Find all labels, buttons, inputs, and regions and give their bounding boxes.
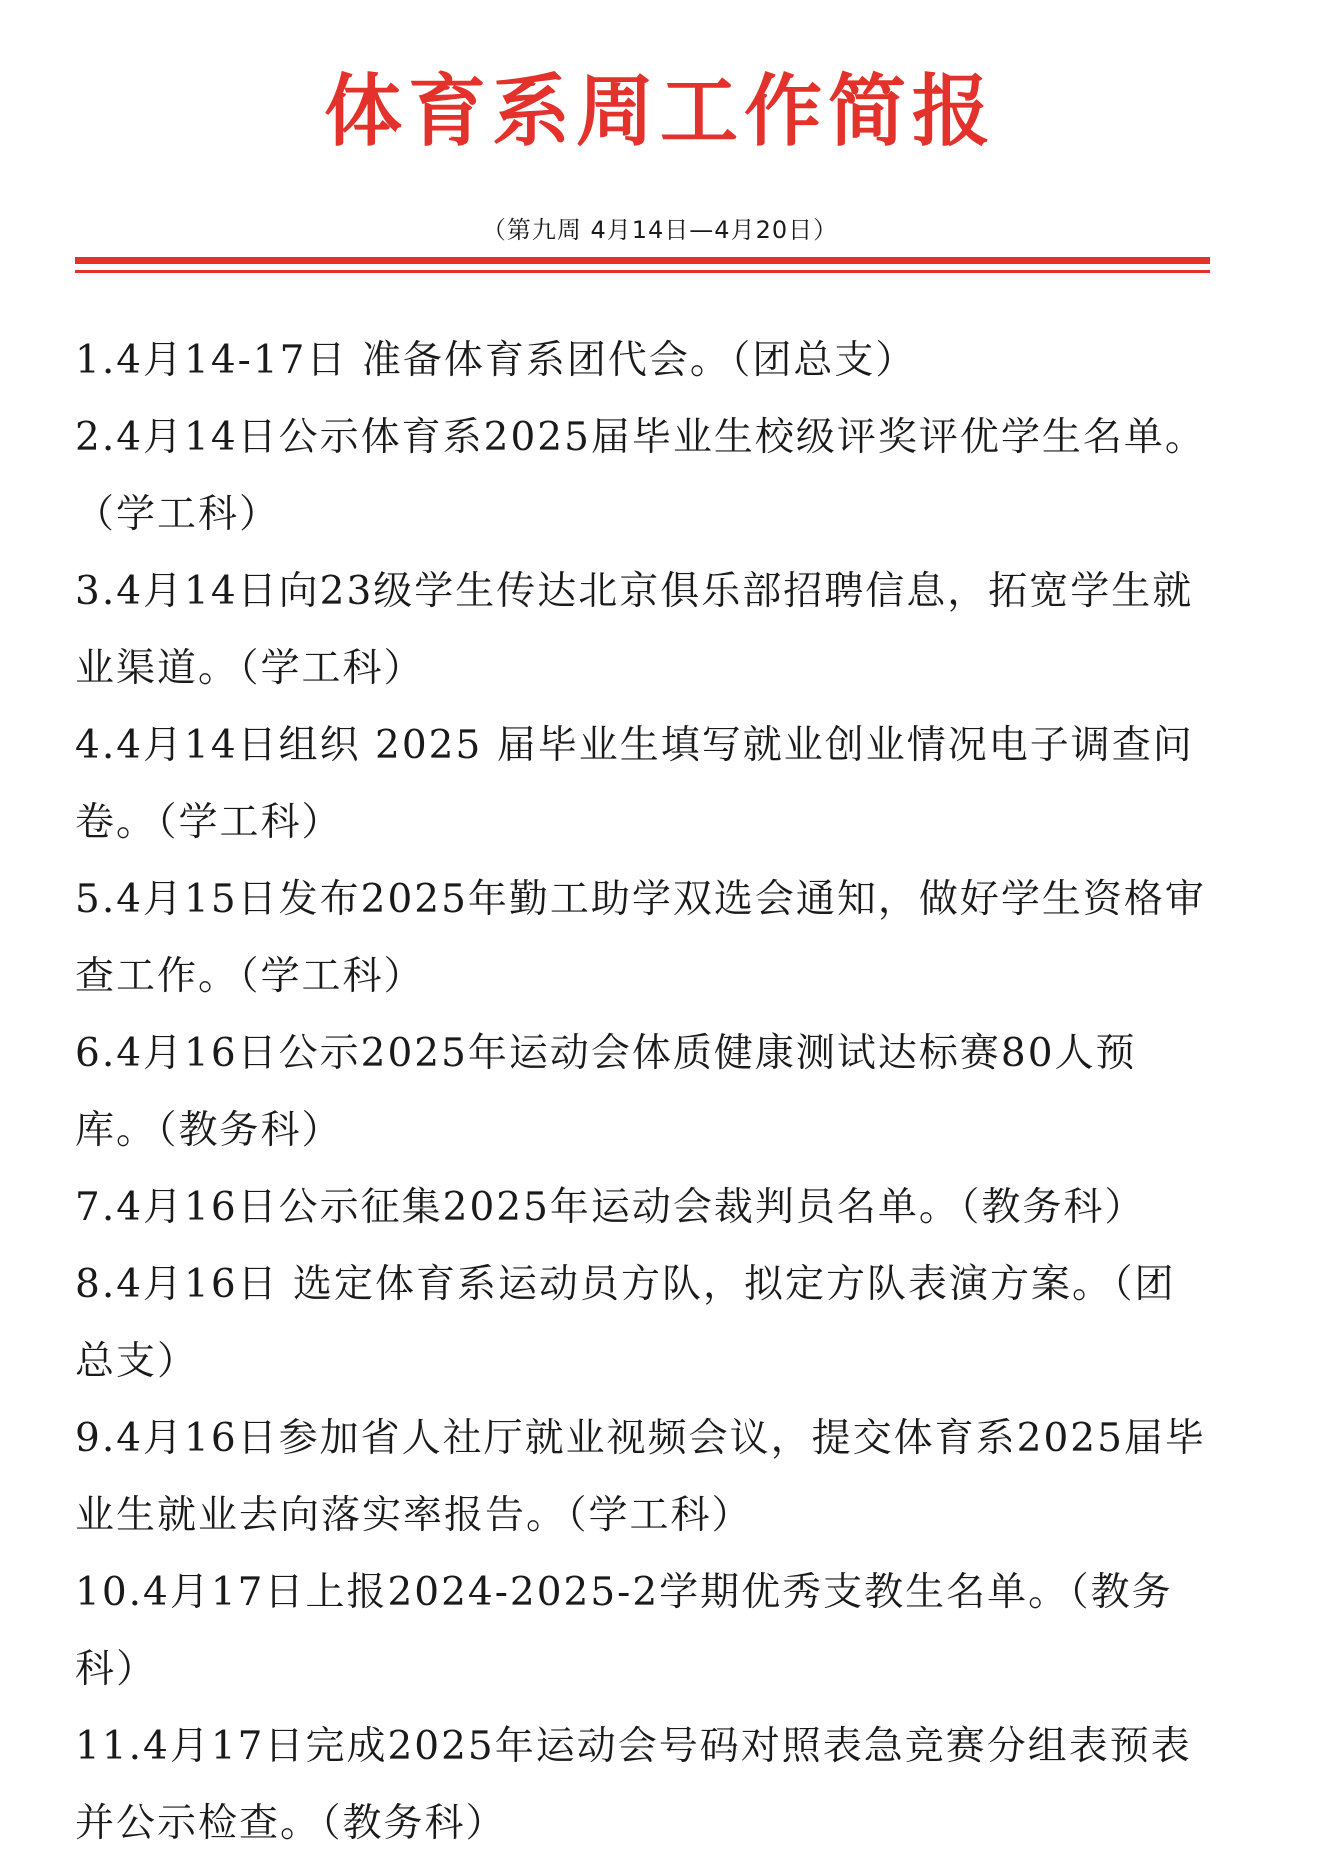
page-title: 体育系周工作简报 [323,67,996,157]
list-item: 5.4月15日发布2025年勤工助学双选会通知，做好学生资格审查工作。（学工科） [75,877,1206,999]
header-divider-thin [75,270,1210,273]
list-item: 10.4月17日上报2024-2025-2学期优秀支教生名单。（教务科） [75,1570,1173,1692]
list-item: 4.4月14日组织 2025 届毕业生填写就业创业情况电子调查问卷。（学工科） [75,723,1194,845]
work-item-list [75,322,1215,1862]
list-item: 9.4月16日参加省人社厅就业视频会议，提交体育系2025届毕业生就业去向落实率报告。（学工科） [75,1416,1206,1538]
list-item: 11.4月17日完成2025年运动会号码对照表急竞赛分组表预表并公示检查。（教务科） [75,1724,1192,1846]
list-item: 7.4月16日公示征集2025年运动会裁判员名单。（教务科） [75,1185,1146,1230]
list-item: 6.4月16日公示2025年运动会体质健康测试达标赛80人预库。（教务科） [75,1031,1137,1153]
list-item: 2.4月14日公示体育系2025届毕业生校级评奖评优学生名单。（学工科） [75,415,1206,537]
list-item: 3.4月14日向23级学生传达北京俱乐部招聘信息，拓宽学生就业渠道。（学工科） [75,569,1194,691]
list-item: 1.4月14-17日 准备体育系团代会。（团总支） [75,338,917,383]
header-divider-thick [75,257,1210,264]
list-item: 8.4月16日 选定体育系运动员方队，拟定方队表演方案。（团总支） [75,1262,1176,1384]
page-subtitle: （第九周 4月14日—4月20日） [481,216,839,244]
